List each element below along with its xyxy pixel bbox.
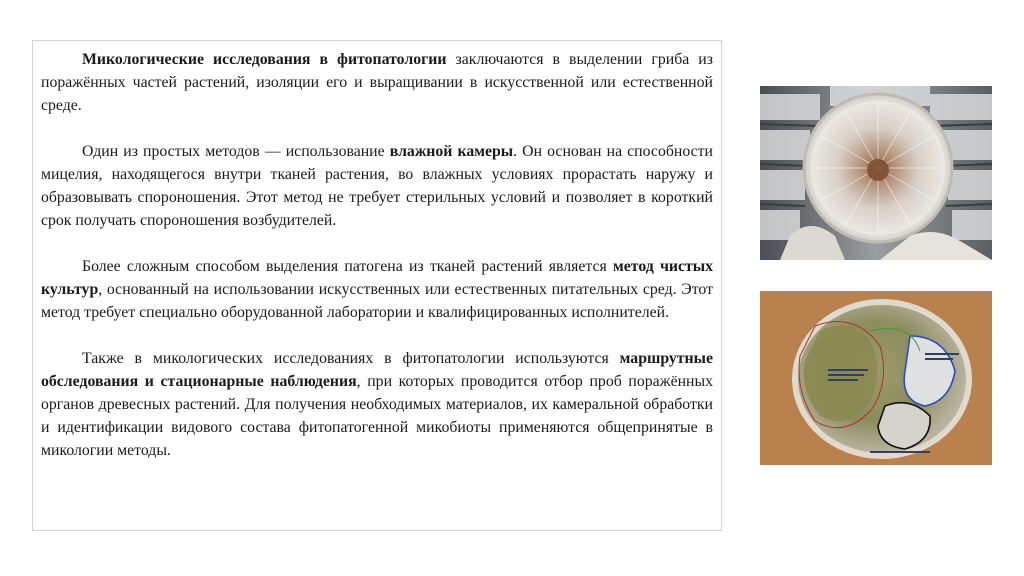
paragraph-field-survey-bold: маршрутные обследования и стационарные наблюдения bbox=[41, 350, 713, 390]
paragraph-intro-bold: Микологические исследования в фитопатологии bbox=[82, 51, 447, 68]
petri-dish-colonies-image bbox=[760, 291, 992, 465]
paragraph-pure-culture-after: , основанный на использовании искусственных или естественных питательных сред. Этот метод требует специально оборудованной лаборатории и квалифицированных исполнителей. bbox=[41, 281, 713, 321]
paragraph-intro bbox=[41, 48, 713, 117]
paragraph-field-survey-before: Также в микологических исследованиях в фитопатологии используются bbox=[82, 350, 620, 367]
paragraph-intro-text: заключаются в выделении гриба из поражённых частей растений, изоляции его и выращивании в искусственной или естественной среде. bbox=[41, 51, 713, 114]
paragraph-field-survey bbox=[41, 347, 713, 462]
paragraph-field-survey-after: , при которых проводится отбор проб поражённых органов древесных растений. Для получения необходимых материалов, их камеральной обработки и идентификации видового состава фитопатогенной микобиоты применяются общепринятые в микологии методы. bbox=[41, 373, 713, 459]
paragraph-pure-culture-bold: метод чистых культур bbox=[41, 258, 713, 298]
paragraph-moist-chamber-after: . Он основан на способности мицелия, находящегося внутри тканей растения, во влажных условиях прорастать наружу и образовывать спороношения. Этот метод не требует стерильных условий и позволяет в короткий срок получать спороношения возбудителей. bbox=[41, 143, 713, 229]
petri-dish-photo-mycelium bbox=[760, 86, 992, 260]
paragraph-pure-culture-before: Более сложным способом выделения патогена из тканей растений является bbox=[82, 258, 614, 275]
paragraph-moist-chamber-before: Один из простых методов — использование bbox=[82, 143, 390, 160]
paragraph-moist-chamber-bold: влажной камеры bbox=[389, 143, 514, 160]
text-frame bbox=[32, 40, 722, 531]
petri-dish-photo-colonies bbox=[760, 291, 992, 465]
paragraph-pure-culture bbox=[41, 255, 713, 324]
paragraph-moist-chamber bbox=[41, 140, 713, 232]
petri-dish-mycelium-image bbox=[760, 86, 992, 260]
